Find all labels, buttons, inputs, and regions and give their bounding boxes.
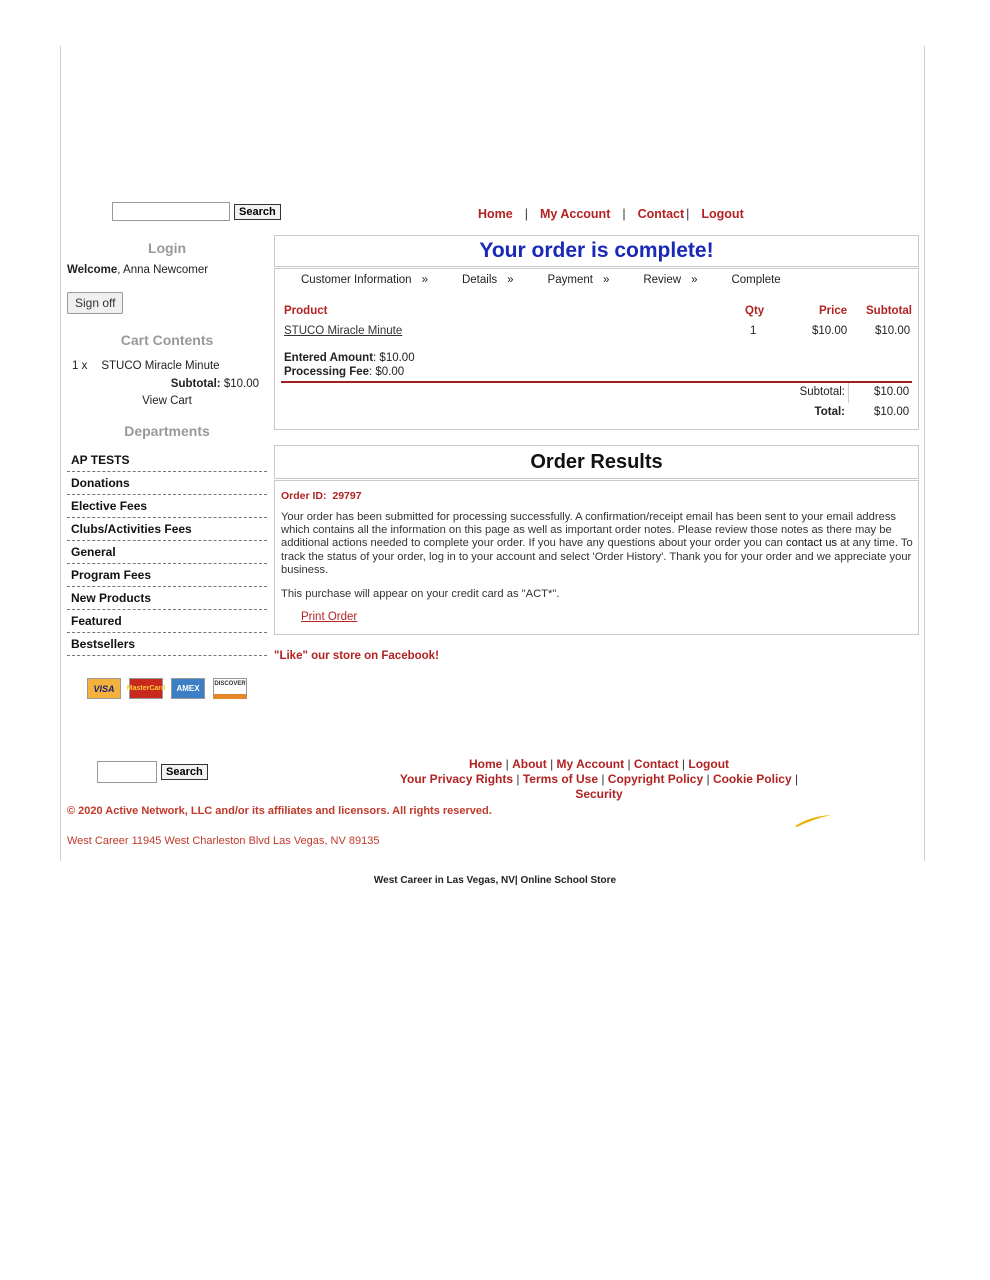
checkout-steps xyxy=(301,274,791,286)
contact-us-link[interactable]: contact us xyxy=(786,537,838,550)
sign-off-button[interactable]: Sign off xyxy=(67,292,123,314)
product-qty: 1 xyxy=(750,325,757,337)
processing-fee xyxy=(284,365,415,379)
nav-separator: | xyxy=(686,207,690,221)
copyright-notice: © 2020 Active Network, LLC and/or its affiliates and licensors. All rights reserved. xyxy=(67,805,492,817)
nav-separator: | xyxy=(524,207,528,221)
cart-item-name[interactable]: STUCO Miracle Minute xyxy=(101,360,220,372)
order-total-label: Total: xyxy=(814,406,845,418)
cart-subtotal xyxy=(67,378,267,390)
nav-separator: | xyxy=(622,207,626,221)
cart-item xyxy=(67,360,267,372)
top-nav xyxy=(478,207,744,221)
order-results-panel xyxy=(274,480,919,635)
footer-separator: | xyxy=(513,772,523,786)
footer-links xyxy=(384,757,814,802)
footer-home-link[interactable]: Home xyxy=(468,757,503,771)
mastercard-card-icon: MasterCard xyxy=(129,678,163,699)
department-item-clubs-activities-fees[interactable]: Clubs/Activities Fees xyxy=(67,518,267,541)
footer-separator: | xyxy=(624,757,634,771)
department-item-featured[interactable]: Featured xyxy=(67,610,267,633)
footer-terms-of-use-link[interactable]: Terms of Use xyxy=(522,772,598,786)
product-price: $10.00 xyxy=(812,325,848,337)
product-column-header: Product xyxy=(284,305,328,317)
payment-cards xyxy=(87,678,267,699)
view-cart-link[interactable]: View Cart xyxy=(142,395,192,407)
step-details: Details xyxy=(461,274,498,286)
cart-subtotal-value: $10.00 xyxy=(220,378,259,390)
amount-details xyxy=(284,351,415,379)
order-complete-title: Your order is complete! xyxy=(274,235,919,267)
department-item-bestsellers[interactable]: Bestsellers xyxy=(67,633,267,656)
department-item-ap-tests[interactable]: AP TESTS xyxy=(67,449,267,472)
nav-contact-link[interactable]: Contact xyxy=(637,207,685,221)
order-total-value: $10.00 xyxy=(874,406,910,418)
footer-separator: | xyxy=(703,772,713,786)
discover-card-icon: DISCOVER xyxy=(213,678,247,699)
search-button[interactable]: Search xyxy=(234,204,281,220)
footer-links-row-1 xyxy=(384,757,814,772)
login-heading: Login xyxy=(147,240,187,256)
footer-search-button[interactable]: Search xyxy=(161,764,208,780)
footer-separator: | xyxy=(678,757,689,771)
header-search xyxy=(112,202,281,221)
footer-about-link[interactable]: About xyxy=(512,757,547,771)
page-frame-right-border xyxy=(924,46,925,861)
step-arrow: » xyxy=(691,274,698,286)
step-review: Review xyxy=(643,274,682,286)
order-id-label: Order ID: xyxy=(281,490,327,502)
cart-contents-heading: Cart Contents xyxy=(120,332,214,348)
departments-heading: Departments xyxy=(124,423,210,439)
welcome-label: Welcome xyxy=(67,264,118,276)
product-link[interactable]: STUCO Miracle Minute xyxy=(284,325,403,337)
department-item-new-products[interactable]: New Products xyxy=(67,587,267,610)
footer-links-row-2 xyxy=(384,772,814,802)
department-item-program-fees[interactable]: Program Fees xyxy=(67,564,267,587)
order-summary-panel xyxy=(274,268,919,430)
nav-my-account-link[interactable]: My Account xyxy=(539,207,611,221)
entered-amount-label: Entered Amount xyxy=(284,352,374,364)
totals-divider xyxy=(281,381,912,383)
step-arrow: » xyxy=(602,274,610,286)
step-complete: Complete xyxy=(731,274,781,286)
footer-search xyxy=(97,761,208,783)
processing-fee-value: : $0.00 xyxy=(369,366,405,378)
welcome-user: , Anna Newcomer xyxy=(117,264,209,276)
footer-security-link[interactable]: Security xyxy=(575,787,623,801)
totals-column-divider xyxy=(848,383,849,403)
step-payment: Payment xyxy=(547,274,593,286)
footer-separator: | xyxy=(598,772,608,786)
sidebar xyxy=(67,240,267,699)
department-item-donations[interactable]: Donations xyxy=(67,472,267,495)
processing-fee-label: Processing Fee xyxy=(284,366,370,378)
entered-amount xyxy=(284,351,415,365)
footer-separator: | xyxy=(502,757,513,771)
order-subtotal-value: $10.00 xyxy=(874,386,910,398)
footer-privacy-rights-link[interactable]: Your Privacy Rights xyxy=(399,772,514,786)
footer-separator: | xyxy=(546,757,557,771)
footer-search-input[interactable] xyxy=(97,761,157,783)
footer-copyright-policy-link[interactable]: Copyright Policy xyxy=(607,772,704,786)
nav-home-link[interactable]: Home xyxy=(478,207,513,221)
order-results-title: Order Results xyxy=(274,445,919,479)
step-arrow: » xyxy=(507,274,514,286)
store-name-footer: West Career in Las Vegas, NV| Online School Store xyxy=(373,875,617,886)
search-input[interactable] xyxy=(112,202,230,221)
footer-separator: | xyxy=(791,772,799,786)
nav-logout-link[interactable]: Logout xyxy=(701,207,744,221)
confirmation-text-part2: at any time. To track the status of your order, log in to your account and select 'Order History'. Thank you for your order and we appreciate your business. xyxy=(281,537,913,576)
product-subtotal: $10.00 xyxy=(875,325,911,337)
price-column-header: Price xyxy=(819,305,848,317)
confirmation-text-part1: Your order has been submitted for processing successfully. A confirmation/receipt email has been sent to your email address which contains all the information on this page as well as important order notes. Please review those notes as there may be additional actions needed to complete your order. If you have any questions about your order you can xyxy=(281,511,897,550)
store-address: West Career 11945 West Charleston Blvd Las Vegas, NV 89135 xyxy=(67,835,380,847)
footer-my-account-link[interactable]: My Account xyxy=(556,757,625,771)
cart-item-qty: 1 x xyxy=(72,360,88,372)
entered-amount-value: : $10.00 xyxy=(373,352,415,364)
cart-subtotal-label: Subtotal: xyxy=(170,378,221,390)
order-id xyxy=(281,490,362,502)
footer-contact-link[interactable]: Contact xyxy=(633,757,679,771)
visa-card-icon: VISA xyxy=(87,678,121,699)
print-order-link[interactable]: Print Order xyxy=(301,611,358,623)
qty-column-header: Qty xyxy=(745,305,765,317)
welcome-message xyxy=(67,264,267,276)
facebook-like-link[interactable]: "Like" our store on Facebook! xyxy=(274,650,439,662)
step-arrow: » xyxy=(421,274,428,286)
amex-card-icon: AMEX xyxy=(171,678,205,699)
department-item-elective-fees[interactable]: Elective Fees xyxy=(67,495,267,518)
order-subtotal-label: Subtotal: xyxy=(799,386,845,398)
subtotal-column-header: Subtotal xyxy=(866,305,912,317)
order-confirmation-message xyxy=(281,511,913,577)
credit-card-descriptor: This purchase will appear on your credit card as "ACT*". xyxy=(281,588,560,600)
page-frame-left-border xyxy=(60,46,61,861)
departments-list xyxy=(67,449,267,656)
active-network-swoosh-icon xyxy=(793,812,833,828)
footer-cookie-policy-link[interactable]: Cookie Policy xyxy=(712,772,792,786)
footer-logout-link[interactable]: Logout xyxy=(688,757,730,771)
step-customer-information: Customer Information xyxy=(301,274,412,286)
department-item-general[interactable]: General xyxy=(67,541,267,564)
order-id-value: 29797 xyxy=(332,490,362,502)
